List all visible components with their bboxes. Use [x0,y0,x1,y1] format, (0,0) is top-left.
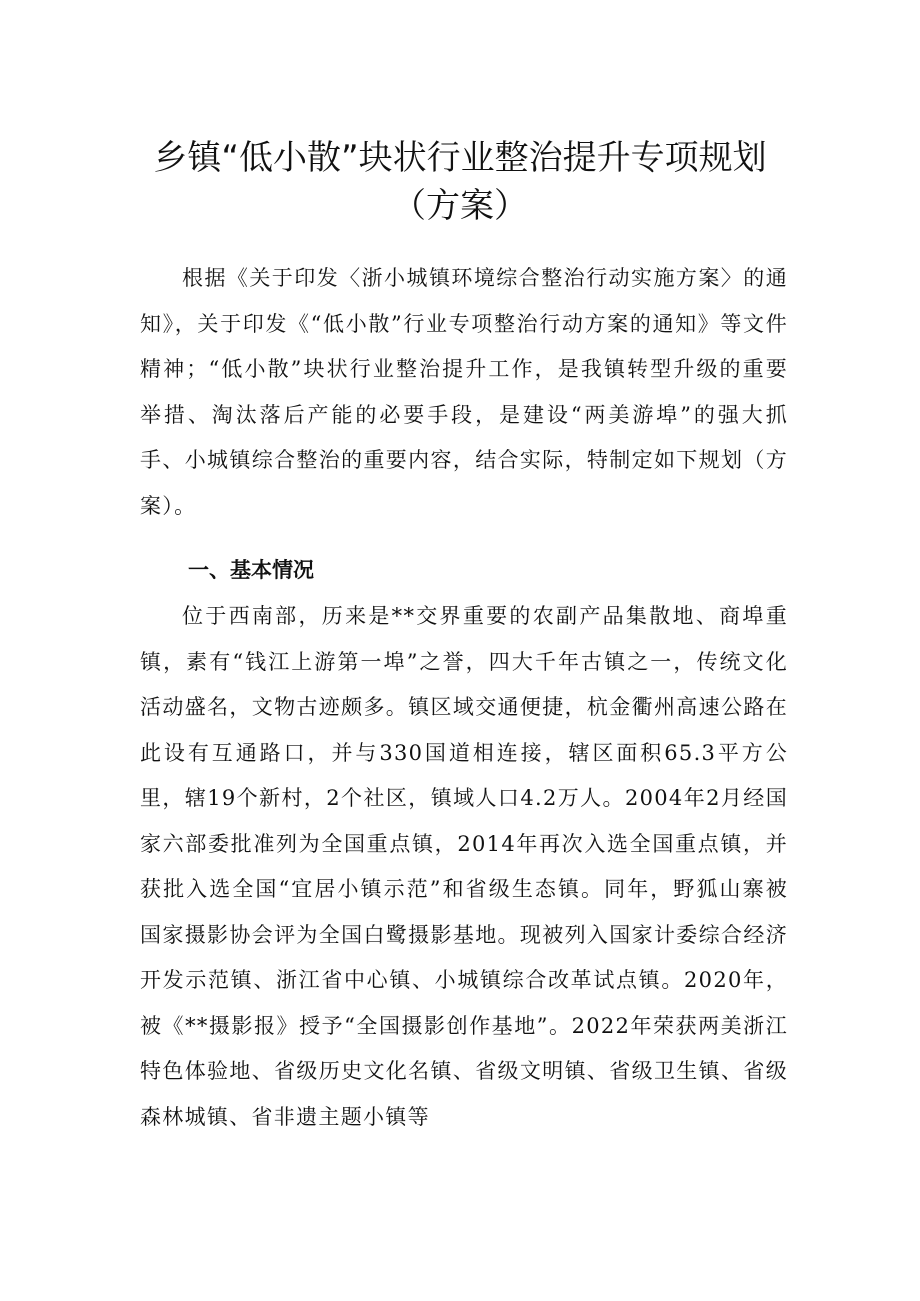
basic-situation-paragraph: 位于西南部，历来是**交界重要的农副产品集散地、商埠重镇，素有“钱江上游第一埠”之誉，四大千年古镇之一，传统文化活动盛名，文物古迹颇多。镇区域交通便捷，杭金衢州高速公路在此设有互通路口，并与330国道相连接，辖区面积65.3平方公里，辖19个新村，2个社区，镇域人口4.2万人。2004年2月经国家六部委批准列为全国重点镇，2014年再次入选全国重点镇，并获批入选全国“宜居小镇示范”和省级生态镇。同年，野狐山寨被国家摄影协会评为全国白鹭摄影基地。现被列入国家计委综合经济开发示范镇、浙江省中心镇、小城镇综合改革试点镇。2020年，被《**摄影报》授予“全国摄影创作基地”。2022年荣获两美浙江特色体验地、省级历史文化名镇、省级文明镇、省级卫生镇、省级森林城镇、省非遗主题小镇等 [140,604,788,1129]
document-title-subtitle: （方案） [392,186,528,226]
document-title: 乡镇“低小散”块状行业整治提升专项规划 [153,138,767,178]
intro-paragraph: 根据《关于印发〈浙小城镇环境综合整治行动实施方案〉的通知》，关于印发《“低小散”行业专项整治行动方案的通知》等文件精神；“低小散”块状行业整治提升工作，是我镇转型升级的重要举措、淘汰落后产能的必要手段，是建设“两美游埠”的强大抓手、小城镇综合整治的重要内容，结合实际，特制定如下规划（方案）。 [140,266,788,518]
section-heading-basic-situation: 一、基本情况 [188,558,314,582]
